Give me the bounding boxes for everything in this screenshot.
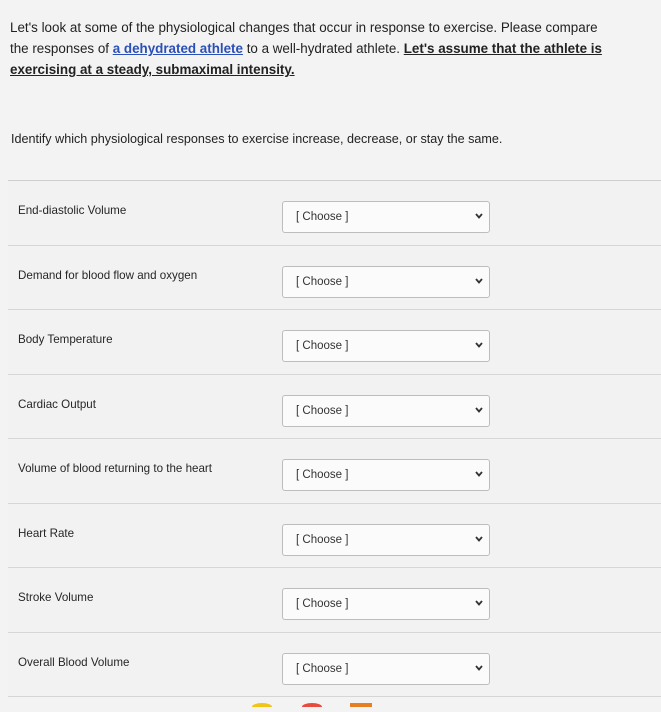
table-row bbox=[8, 375, 661, 440]
matching-table bbox=[8, 180, 661, 697]
response-dropdown[interactable] bbox=[282, 330, 490, 362]
dropdown-value: [ Choose ] bbox=[296, 662, 349, 675]
row-label: Heart Rate bbox=[18, 526, 75, 540]
row-label: Demand for blood flow and oxygen bbox=[18, 268, 198, 282]
chevron-down-icon bbox=[474, 275, 484, 287]
response-dropdown[interactable] bbox=[282, 266, 490, 298]
response-dropdown[interactable] bbox=[282, 653, 490, 685]
response-dropdown[interactable] bbox=[282, 524, 490, 556]
row-label: End-diastolic Volume bbox=[18, 204, 127, 217]
partial-shapes-icon bbox=[250, 701, 380, 707]
dropdown-value: [ Choose ] bbox=[296, 275, 349, 288]
row-label: Volume of blood returning to the heart bbox=[18, 462, 213, 475]
dropdown-value: [ Choose ] bbox=[296, 340, 349, 352]
chevron-down-icon bbox=[474, 533, 484, 545]
row-label: Cardiac Output bbox=[18, 397, 96, 411]
instructions-text bbox=[10, 17, 655, 80]
intro-line-3: exercising at a steady, submaximal intensity. bbox=[10, 62, 295, 77]
table-row bbox=[8, 310, 661, 375]
response-dropdown[interactable] bbox=[282, 459, 490, 491]
table-row bbox=[8, 246, 661, 311]
table-row bbox=[8, 568, 661, 633]
table-row bbox=[8, 633, 661, 698]
row-label: Body Temperature bbox=[18, 333, 113, 346]
row-label: Overall Blood Volume bbox=[18, 655, 130, 669]
question-prompt: Identify which physiological responses to exercise increase, decrease, or stay the same. bbox=[11, 132, 503, 146]
dropdown-value: [ Choose ] bbox=[296, 211, 349, 223]
dropdown-value: [ Choose ] bbox=[296, 469, 349, 481]
intro-line-1: Let's look at some of the physiological changes that occur in response to exercise. Please compare bbox=[10, 20, 598, 35]
chevron-down-icon bbox=[474, 597, 484, 609]
response-dropdown[interactable] bbox=[282, 588, 490, 620]
row-label: Stroke Volume bbox=[18, 591, 94, 604]
dropdown-value: [ Choose ] bbox=[296, 404, 349, 417]
intro-line-2-prefix: the responses of bbox=[10, 41, 113, 56]
intro-line-2-mid: to a well-hydrated athlete. bbox=[242, 41, 404, 56]
chevron-down-icon bbox=[474, 339, 484, 351]
bottom-edge-decoration bbox=[250, 694, 380, 700]
assumption-text: Let's assume that the athlete is bbox=[403, 41, 602, 56]
dropdown-value: [ Choose ] bbox=[296, 533, 349, 546]
chevron-down-icon bbox=[474, 662, 484, 674]
chevron-down-icon bbox=[474, 468, 484, 480]
chevron-down-icon bbox=[474, 404, 484, 416]
table-row bbox=[8, 181, 661, 246]
response-dropdown[interactable] bbox=[282, 395, 490, 427]
chevron-down-icon bbox=[474, 210, 484, 222]
table-row bbox=[8, 504, 661, 569]
dehydrated-athlete-link[interactable]: a dehydrated athlete bbox=[112, 41, 243, 56]
table-row bbox=[8, 439, 661, 504]
response-dropdown[interactable] bbox=[282, 201, 490, 233]
dropdown-value: [ Choose ] bbox=[296, 598, 349, 610]
